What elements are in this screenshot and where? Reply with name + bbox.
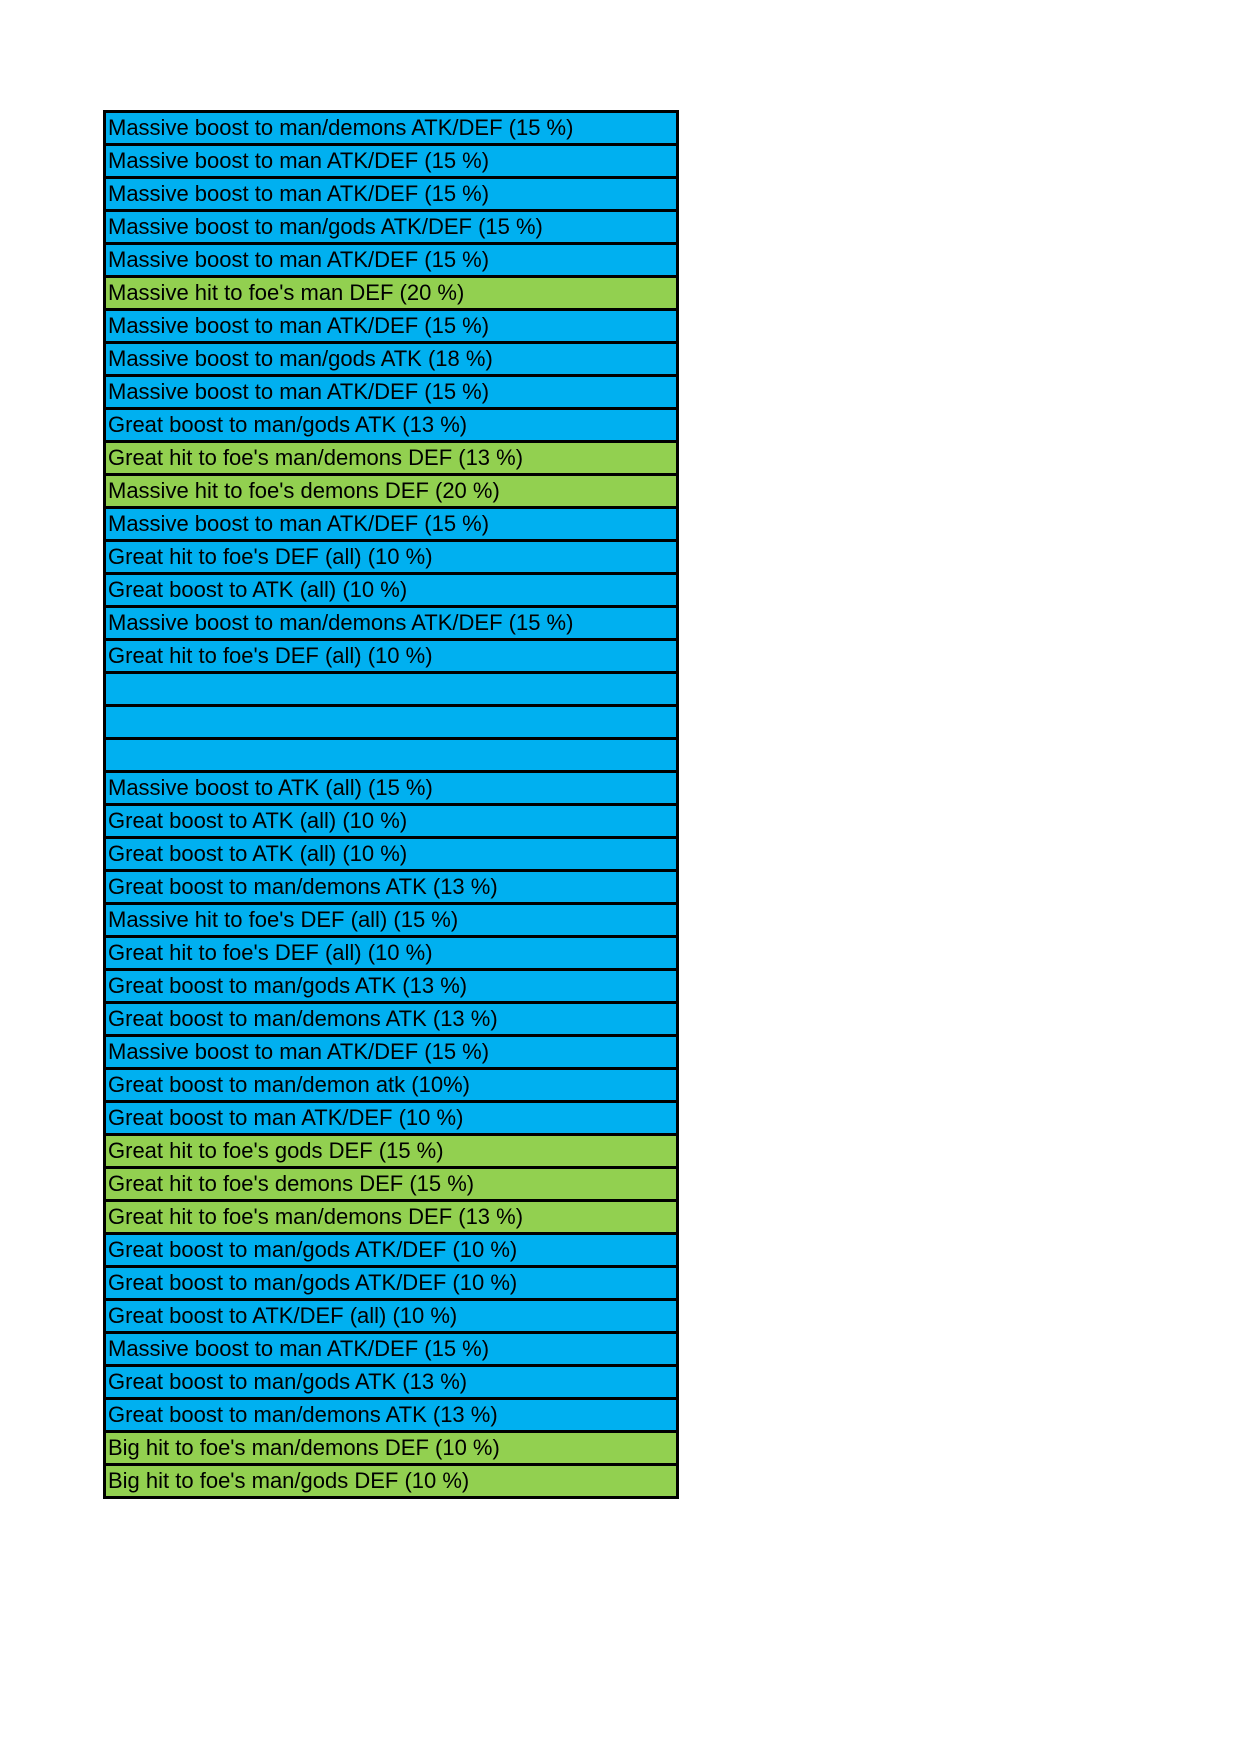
table-row[interactable] xyxy=(106,674,676,707)
table-row[interactable] xyxy=(106,212,676,245)
cell-text: Massive boost to man ATK/DEF (15 %) xyxy=(108,1336,490,1361)
cell-text: Massive boost to man ATK/DEF (15 %) xyxy=(108,313,490,338)
cell-text: Massive boost to man ATK/DEF (15 %) xyxy=(108,1039,490,1064)
cell-text: Great boost to man/demons ATK (13 %) xyxy=(108,1006,498,1031)
table-row[interactable] xyxy=(106,1235,676,1268)
table-row[interactable] xyxy=(106,410,676,443)
table-row[interactable] xyxy=(106,1037,676,1070)
table-row[interactable] xyxy=(106,1136,676,1169)
cell-text: Massive boost to man ATK/DEF (15 %) xyxy=(108,379,490,404)
cell-text: Great boost to man/demons ATK (13 %) xyxy=(108,1402,498,1427)
table-row[interactable] xyxy=(106,179,676,212)
table-row[interactable] xyxy=(106,938,676,971)
cell-text: Great boost to ATK (all) (10 %) xyxy=(108,841,408,866)
cell-text: Great boost to man/demons ATK (13 %) xyxy=(108,874,498,899)
cell-text: Massive boost to man/demons ATK/DEF (15 %) xyxy=(108,115,574,140)
table-row[interactable] xyxy=(106,1367,676,1400)
skill-table xyxy=(103,110,679,1499)
table-row[interactable] xyxy=(106,146,676,179)
table-row[interactable] xyxy=(106,608,676,641)
cell-text: Great boost to man/gods ATK (13 %) xyxy=(108,1369,468,1394)
cell-text: Great hit to foe's DEF (all) (10 %) xyxy=(108,544,433,569)
cell-text: Great boost to ATK/DEF (all) (10 %) xyxy=(108,1303,458,1328)
table-row[interactable] xyxy=(106,1466,676,1499)
cell-text: Great boost to man/gods ATK (13 %) xyxy=(108,412,468,437)
cell-text: Massive boost to man ATK/DEF (15 %) xyxy=(108,511,490,536)
table-row[interactable] xyxy=(106,707,676,740)
table-row[interactable] xyxy=(106,278,676,311)
cell-text: Big hit to foe's man/demons DEF (10 %) xyxy=(108,1435,500,1460)
table-row[interactable] xyxy=(106,1301,676,1334)
cell-text: Great boost to man/demon atk (10%) xyxy=(108,1072,470,1097)
cell-text: Great hit to foe's man/demons DEF (13 %) xyxy=(108,445,524,470)
table-row[interactable] xyxy=(106,113,676,146)
cell-text: Massive boost to ATK (all) (15 %) xyxy=(108,775,433,800)
table-row[interactable] xyxy=(106,1169,676,1202)
table-row[interactable] xyxy=(106,971,676,1004)
table-row[interactable] xyxy=(106,509,676,542)
cell-text: Great boost to man/gods ATK/DEF (10 %) xyxy=(108,1237,518,1262)
table-row[interactable] xyxy=(106,773,676,806)
cell-text: Massive boost to man ATK/DEF (15 %) xyxy=(108,181,490,206)
cell-text: Great hit to foe's DEF (all) (10 %) xyxy=(108,643,433,668)
table-row[interactable] xyxy=(106,344,676,377)
table-row[interactable] xyxy=(106,1070,676,1103)
cell-text: Massive boost to man/gods ATK (18 %) xyxy=(108,346,493,371)
table-row[interactable] xyxy=(106,1268,676,1301)
table-row[interactable] xyxy=(106,905,676,938)
table-row[interactable] xyxy=(106,1334,676,1367)
cell-text: Great boost to ATK (all) (10 %) xyxy=(108,577,408,602)
table-row[interactable] xyxy=(106,839,676,872)
cell-text: Great hit to foe's demons DEF (15 %) xyxy=(108,1171,475,1196)
table-row[interactable] xyxy=(106,1202,676,1235)
cell-text: Massive hit to foe's DEF (all) (15 %) xyxy=(108,907,459,932)
cell-text: Great boost to man/gods ATK/DEF (10 %) xyxy=(108,1270,518,1295)
table-row[interactable] xyxy=(106,542,676,575)
cell-text: Great boost to man/gods ATK (13 %) xyxy=(108,973,468,998)
cell-text: Great hit to foe's DEF (all) (10 %) xyxy=(108,940,433,965)
table-row[interactable] xyxy=(106,740,676,773)
table-row[interactable] xyxy=(106,1400,676,1433)
table-row[interactable] xyxy=(106,476,676,509)
cell-text: Great hit to foe's gods DEF (15 %) xyxy=(108,1138,444,1163)
table-row[interactable] xyxy=(106,311,676,344)
cell-text: Massive boost to man/gods ATK/DEF (15 %) xyxy=(108,214,543,239)
cell-text: Great hit to foe's man/demons DEF (13 %) xyxy=(108,1204,524,1229)
table-row[interactable] xyxy=(106,806,676,839)
table-row[interactable] xyxy=(106,1004,676,1037)
table-row[interactable] xyxy=(106,1103,676,1136)
table-row[interactable] xyxy=(106,443,676,476)
table-row[interactable] xyxy=(106,1433,676,1466)
table-row[interactable] xyxy=(106,377,676,410)
cell-text: Massive hit to foe's demons DEF (20 %) xyxy=(108,478,500,503)
cell-text: Massive boost to man ATK/DEF (15 %) xyxy=(108,247,490,272)
cell-text: Massive hit to foe's man DEF (20 %) xyxy=(108,280,465,305)
table-row[interactable] xyxy=(106,245,676,278)
table-row[interactable] xyxy=(106,872,676,905)
cell-text: Massive boost to man/demons ATK/DEF (15 %) xyxy=(108,610,574,635)
table-row[interactable] xyxy=(106,575,676,608)
cell-text: Massive boost to man ATK/DEF (15 %) xyxy=(108,148,490,173)
cell-text: Great boost to man ATK/DEF (10 %) xyxy=(108,1105,464,1130)
table-row[interactable] xyxy=(106,641,676,674)
cell-text: Great boost to ATK (all) (10 %) xyxy=(108,808,408,833)
cell-text: Big hit to foe's man/gods DEF (10 %) xyxy=(108,1468,470,1493)
